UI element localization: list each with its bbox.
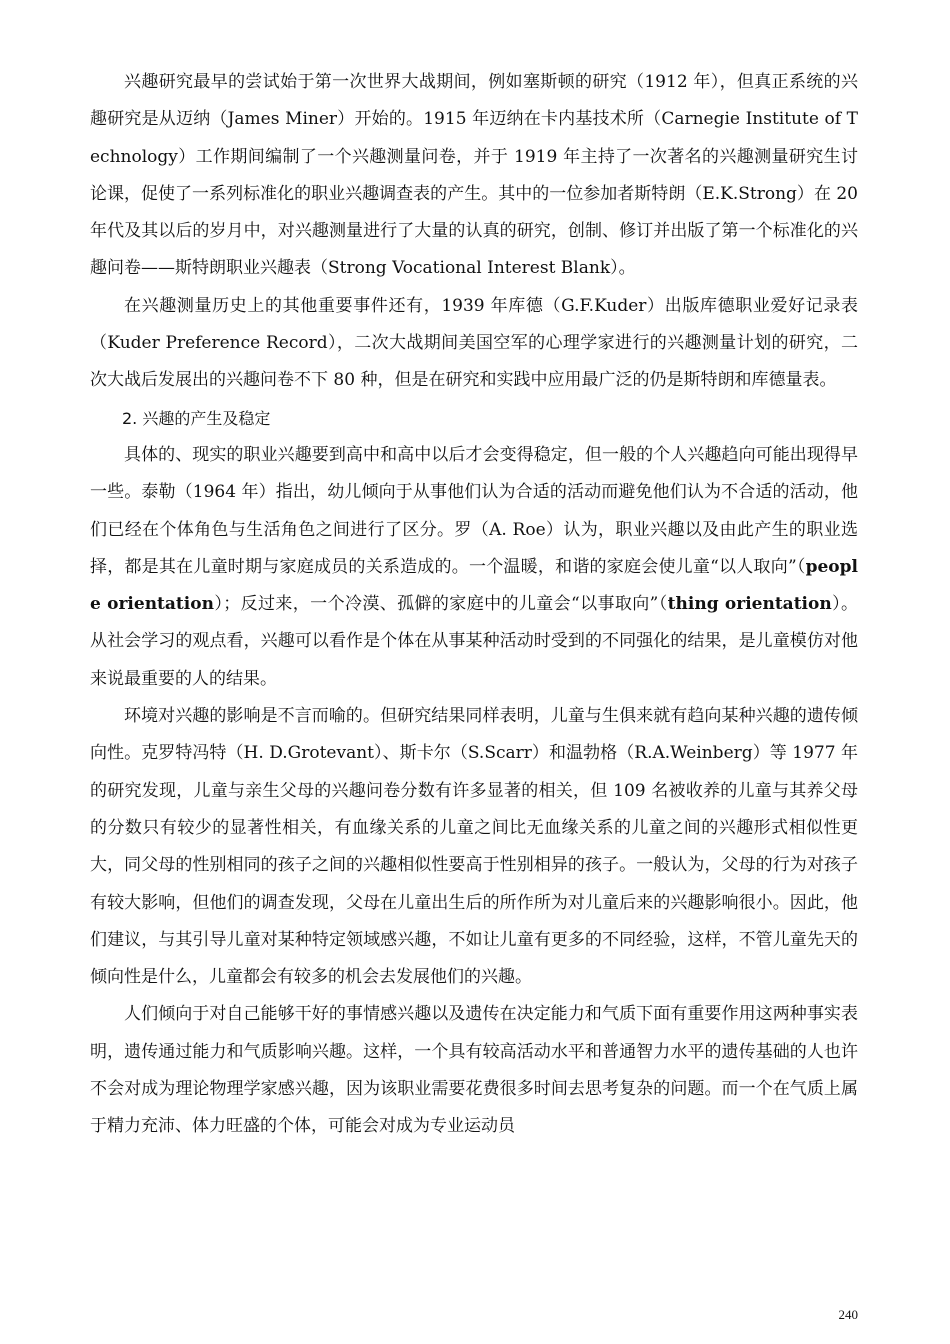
paragraph-interest-research-history: 兴趣研究最早的尝试始于第一次世界大战期间，例如塞斯顿的研究（1912 年），但真正系统的兴趣研究是从迈纳（James Miner）开始的。1915 年迈纳在卡内基技术所（Carnegie Institute of Technology）工作期间编制了一个兴趣测量问卷，并于 1919 年主持了一次著名的兴趣测量研究生讨论课，促使了一系列标准化的职业兴趣调查表的产生。其中的一位参加者斯特朗（E.K.Strong）在 20 年代及其以后的岁月中，对兴趣测量进行了大量的认真的研究，创制、修订并出版了第一个标准化的兴趣问卷——斯特朗职业兴趣表（Strong Vocational Interest Blank）。: [90, 72, 858, 279]
page-number: 240: [838, 1307, 858, 1322]
paragraph-other-events: 在兴趣测量历史上的其他重要事件还有，1939 年库德（G.F.Kuder）出版库德职业爱好记录表（Kuder Preference Record），二次大战期间美国空军的心理学家进行的兴趣测量计划的研究，二次大战后发展出的兴趣问卷不下 80 种，但是在研究和实践中应用最广泛的仍是斯特朗和库德量表。: [90, 295, 858, 391]
paragraph-text: 具体的、现实的职业兴趣要到高中和高中以后才会变得稳定，但一般的个人兴趣趋向可能出现得早一些。泰勒（1964 年）指出，幼儿倾向于从事他们认为合适的活动而避免他们认为不合适的活动，他们已经在个体角色与生活角色之间进行了区分。罗（A. Roe）认为，职业兴趣以及由此产生的职业选择，都是其在儿童时期与家庭成员的关系造成的。一个温暖，和谐的家庭会使儿童“以人取向”（: [90, 444, 858, 577]
paragraph-text: ）。从社会学习的观点看，兴趣可以看作是个体在从事某种活动时受到的不同强化的结果，是儿童模仿对他来说最重要的人的结果。: [90, 594, 859, 689]
paragraph-ability-temperament: 人们倾向于对自己能够干好的事情感兴趣以及遗传在决定能力和气质下面有重要作用这两种事实表明，遗传通过能力和气质影响兴趣。这样，一个具有较高活动水平和普通智力水平的遗传基础的人也许不会对成为理论物理学家感兴趣，因为该职业需要花费很多时间去思考复杂的问题。而一个在气质上属于精力充沛、体力旺盛的个体，可能会对成为专业运动员: [90, 1004, 858, 1137]
paragraph-text: ）；反过来，一个冷漠、孤僻的家庭中的儿童会“以事取向”（: [213, 594, 668, 615]
paragraph-environment-heredity: 环境对兴趣的影响是不言而喻的。但研究结果同样表明，儿童与生俱来就有趋向某种兴趣的遗传倾向性。克罗特冯特（H. D.Grotevant）、斯卡尔（S.Scarr）和温勃格（R.A.Weinberg）等 1977 年的研究发现，儿童与亲生父母的兴趣问卷分数有许多显著的相关，但 109 名被收养的儿童与其养父母的分数只有较少的显著性相关，有血缘关系的儿童之间比无血缘关系的儿童之间的兴趣形式相似性更大，同父母的性别相同的孩子之间的兴趣相似性要高于性别相异的孩子。一般认为，父母的行为对孩子有较大影响，但他们的调查发现，父母在儿童出生后的所作所为对儿童后来的兴趣影响很小。因此，他们建议，与其引导儿童对某种特定领域感兴趣，不如让儿童有更多的不同经验，这样，不管儿童先天的倾向性是什么，儿童都会有较多的机会去发展他们的兴趣。: [90, 706, 858, 988]
document-page: [90, 64, 858, 1146]
term-people-orientation: people orientation: [90, 556, 858, 615]
term-thing-orientation: thing orientation: [667, 594, 832, 615]
paragraph-interest-origin: [90, 437, 858, 698]
section-heading: 2. 兴趣的产生及稳定: [122, 408, 271, 428]
